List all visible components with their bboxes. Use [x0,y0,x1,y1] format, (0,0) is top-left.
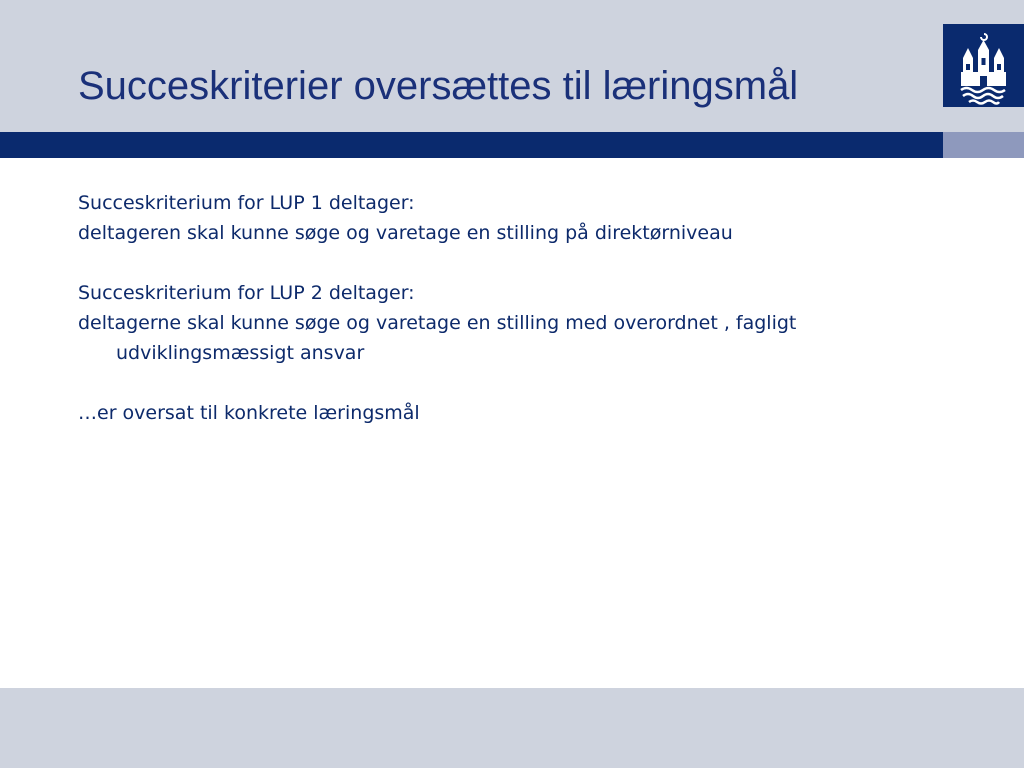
header-rule-light [943,132,1024,158]
spacer [78,248,948,278]
criterion-heading-lup1: Succeskriterium for LUP 1 deltager: [78,192,415,214]
slide-title: Succeskriterier oversættes til læringsmål [78,64,799,108]
header-rule-dark [0,132,943,158]
spacer [78,368,948,398]
logo [943,24,1024,107]
conclusion-text: …er oversat til konkrete læringsmål [78,402,420,424]
copenhagen-coat-of-arms-icon [943,24,1024,107]
slide-body [78,188,948,428]
criterion-text-lup1: deltageren skal kunne søge og varetage en stilling på direktørniveau [78,222,733,244]
criterion-heading-lup2: Succeskriterium for LUP 2 deltager: [78,282,415,304]
footer-band [0,688,1024,768]
criterion-text-lup2: deltagerne skal kunne søge og varetage en stilling med overordnet , fagligt udviklingsmæssigt ansvar [78,312,797,364]
